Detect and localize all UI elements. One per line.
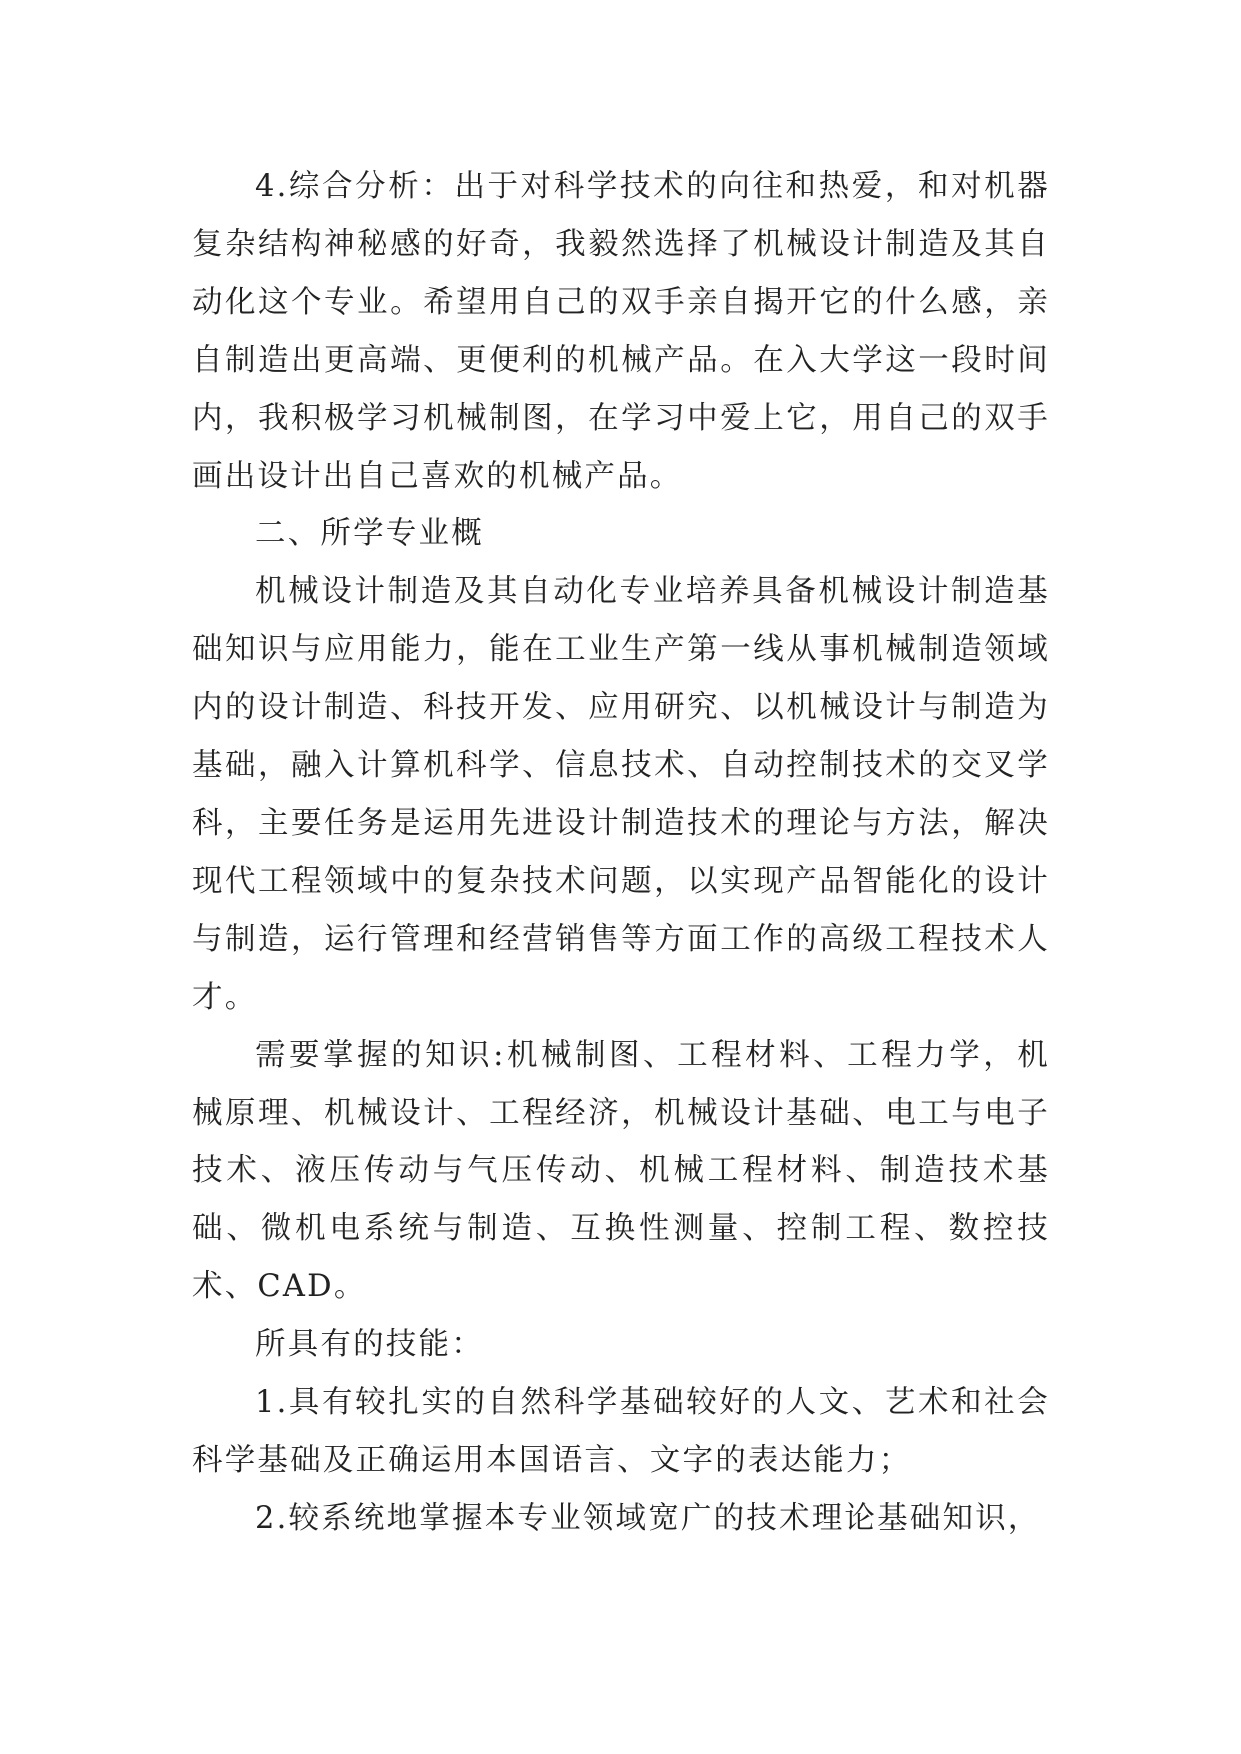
paragraph-required-knowledge: 需要掌握的知识:机械制图、工程材料、工程力学，机械原理、机械设计、工程经济，机械设计基础、电工与电子技术、液压传动与气压传动、机械工程材料、制造技术基础、微机电系统与制造、互换性测量、控制工程、数控技术、CAD。	[192, 1037, 1050, 1305]
paragraph-skill-2: 2.较系统地掌握本专业领域宽广的技术理论基础知识，	[255, 1500, 1041, 1536]
paragraph-major-description: 机械设计制造及其自动化专业培养具备机械设计制造基础知识与应用能力，能在工业生产第一线从事机械制造领域内的设计制造、科技开发、应用研究、以机械设计与制造为基础，融入计算机科学、信息技术、自动控制技术的交叉学科，主要任务是运用先进设计制造技术的理论与方法，解决现代工程领域中的复杂技术问题，以实现产品智能化的设计与制造，运行管理和经营销售等方面工作的高级工程技术人才。	[192, 574, 1050, 1015]
document-body	[192, 158, 1050, 1548]
paragraph-analysis: 4.综合分析：出于对科学技术的向往和热爱，和对机器复杂结构神秘感的好奇，我毅然选择了机械设计制造及其自动化这个专业。希望用自己的双手亲自揭开它的什么感，亲自制造出更高端、更便利的机械产品。在入大学这一段时间内，我积极学习机械制图，在学习中爱上它，用自己的双手画出设计出自己喜欢的机械产品。	[192, 169, 1050, 494]
paragraph-skill-1: 1.具有较扎实的自然科学基础较好的人文、艺术和社会科学基础及正确运用本国语言、文字的表达能力；	[192, 1385, 1050, 1478]
section-heading-major-overview: 二、所学专业概	[255, 516, 484, 552]
paragraph-skills-heading: 所具有的技能：	[255, 1327, 484, 1363]
